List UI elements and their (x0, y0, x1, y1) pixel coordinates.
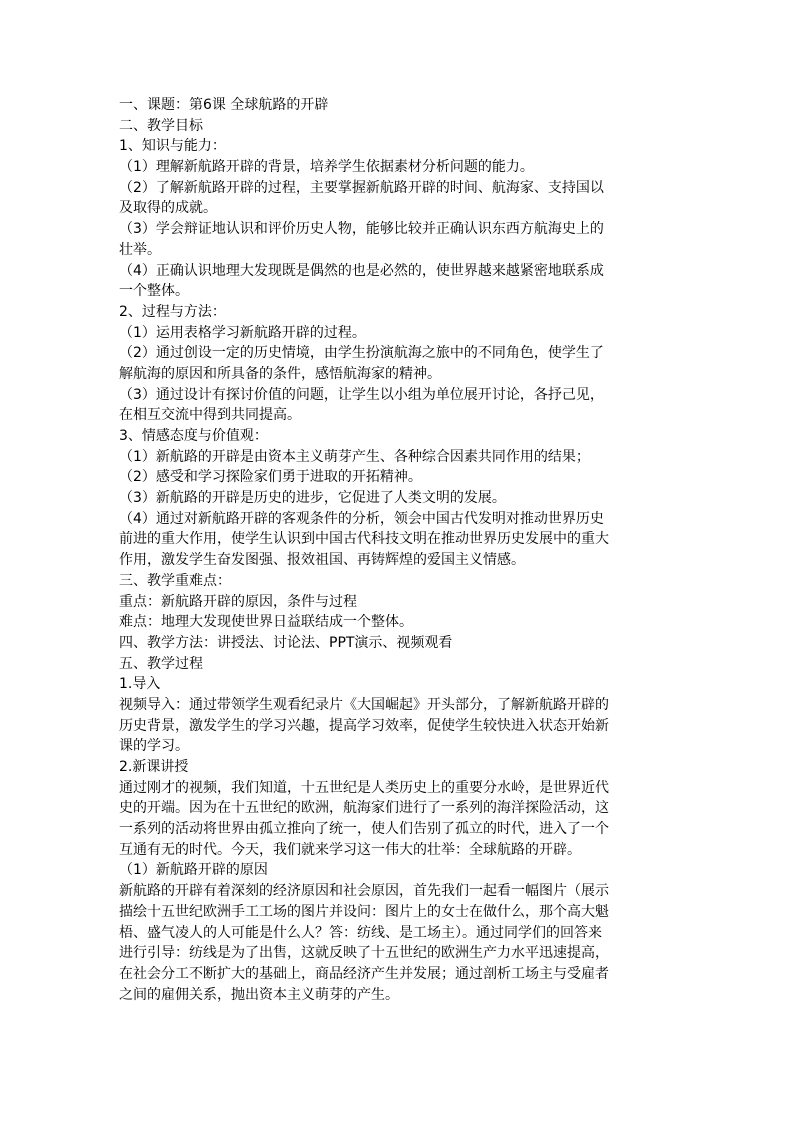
text-line: （1）新航路的开辟是由资本主义萌芽产生、各种综合因素共同作用的结果； (119, 448, 590, 465)
text-line: 史的开端。因为在十五世纪的欧洲，航海家们进行了一系列的海洋探险活动，这 (119, 800, 609, 817)
section-heading: 四、教学方法：讲授法、讨论法、PPT演示、视频观看 (119, 634, 453, 651)
text-line: （3）新航路的开辟是历史的进步，它促进了人类文明的发展。 (119, 490, 506, 507)
text-line: 进行引导：纺线是为了出售，这就反映了十五世纪的欧洲生产力水平迅速提高， (119, 945, 609, 962)
text-line: 描绘十五世纪欧洲手工工场的图片并设问：图片上的女士在做什么，那个高大魁 (119, 903, 609, 920)
text-line: 之间的雇佣关系，抛出资本主义萌芽的产生。 (119, 986, 399, 1003)
section-heading: 五、教学过程 (119, 655, 203, 672)
subsection-heading: 1.导入 (119, 676, 161, 693)
text-line: 前进的重大作用，使学生认识到中国古代科技文明在推动世界历史发展中的重大 (119, 531, 609, 548)
text-line: 在社会分工不断扩大的基础上，商品经济产生并发展；通过剖析工场主与受雇者 (119, 965, 609, 982)
text-line: 通过刚才的视频，我们知道，十五世纪是人类历史上的重要分水岭，是世界近代 (119, 779, 609, 796)
text-line: （1）理解新航路开辟的背景，培养学生依据素材分析问题的能力。 (119, 159, 534, 176)
text-line: 及取得的成就。 (119, 200, 217, 217)
lesson-title: 一、课题：第6课 全球航路的开辟 (119, 97, 329, 113)
text-line: （3）通过设计有探讨价值的问题，让学生以小组为单位展开讨论，各抒己见， (119, 386, 604, 403)
text-line: （2）通过创设一定的历史情境，由学生扮演航海之旅中的不同角色，使学生了 (119, 345, 604, 362)
text-line: 壮举。 (119, 241, 161, 258)
subsection-heading: 2.新课讲授 (119, 759, 189, 775)
text-line: 课的学习。 (119, 738, 189, 755)
subsection-heading: 2、过程与方法： (119, 303, 226, 320)
text-line: 解航海的原因和所具备的条件，感悟航海家的精神。 (119, 365, 441, 382)
subsection-heading: 3、情感态度与价值观： (119, 428, 268, 444)
text-line: 历史背景，激发学生的学习兴趣，提高学习效率，促使学生较快进入状态开始新 (119, 717, 609, 734)
text-line: （1）运用表格学习新航路开辟的过程。 (119, 324, 366, 341)
section-heading: 二、教学目标 (119, 117, 203, 134)
text-line: （2）感受和学习探险家们勇于进取的开拓精神。 (119, 469, 422, 486)
text-line: 一系列的活动将世界由孤立推向了统一，使人们告别了孤立的时代，进入了一个 (119, 821, 609, 838)
text-line: 一个整体。 (119, 283, 189, 300)
text-line: 难点：地理大发现使世界日益联结成一个整体。 (119, 614, 413, 631)
text-line: 作用，激发学生奋发图强、报效祖国、再铸辉煌的爱国主义情感。 (119, 552, 525, 569)
section-heading: 三、教学重难点： (119, 572, 231, 589)
lesson-plan-text (119, 95, 679, 1005)
text-line: （2）了解新航路开辟的过程，主要掌握新航路开辟的时间、航海家、支持国以 (119, 179, 604, 196)
text-line: （3）学会辩证地认识和评价历史人物，能够比较并正确认识东西方航海史上的 (119, 221, 604, 238)
text-line: 重点：新航路开辟的原因，条件与过程 (119, 593, 357, 610)
text-line: 互通有无的时代。今天，我们就来学习这一伟大的壮举：全球航路的开辟。 (119, 841, 581, 858)
text-line: （4）正确认识地理大发现既是偶然的也是必然的，使世界越来越紧密地联系成 (119, 262, 604, 279)
text-line: 在相互交流中得到共同提高。 (119, 407, 301, 424)
subsection-heading: （1）新航路开辟的原因 (119, 862, 268, 879)
text-line: （4）通过对新航路开辟的客观条件的分析，领会中国古代发明对推动世界历史 (119, 510, 604, 527)
subsection-heading: 1、知识与能力： (119, 138, 226, 155)
text-line: 梧、盛气凌人的人可能是什么人？答：纺线、是工场主）。通过同学们的回答来 (119, 924, 602, 941)
text-line: 新航路的开辟有着深刻的经济原因和社会原因，首先我们一起看一幅图片（展示 (119, 883, 609, 900)
text-line: 视频导入：通过带领学生观看纪录片《大国崛起》开头部分，了解新航路开辟的 (119, 696, 609, 713)
